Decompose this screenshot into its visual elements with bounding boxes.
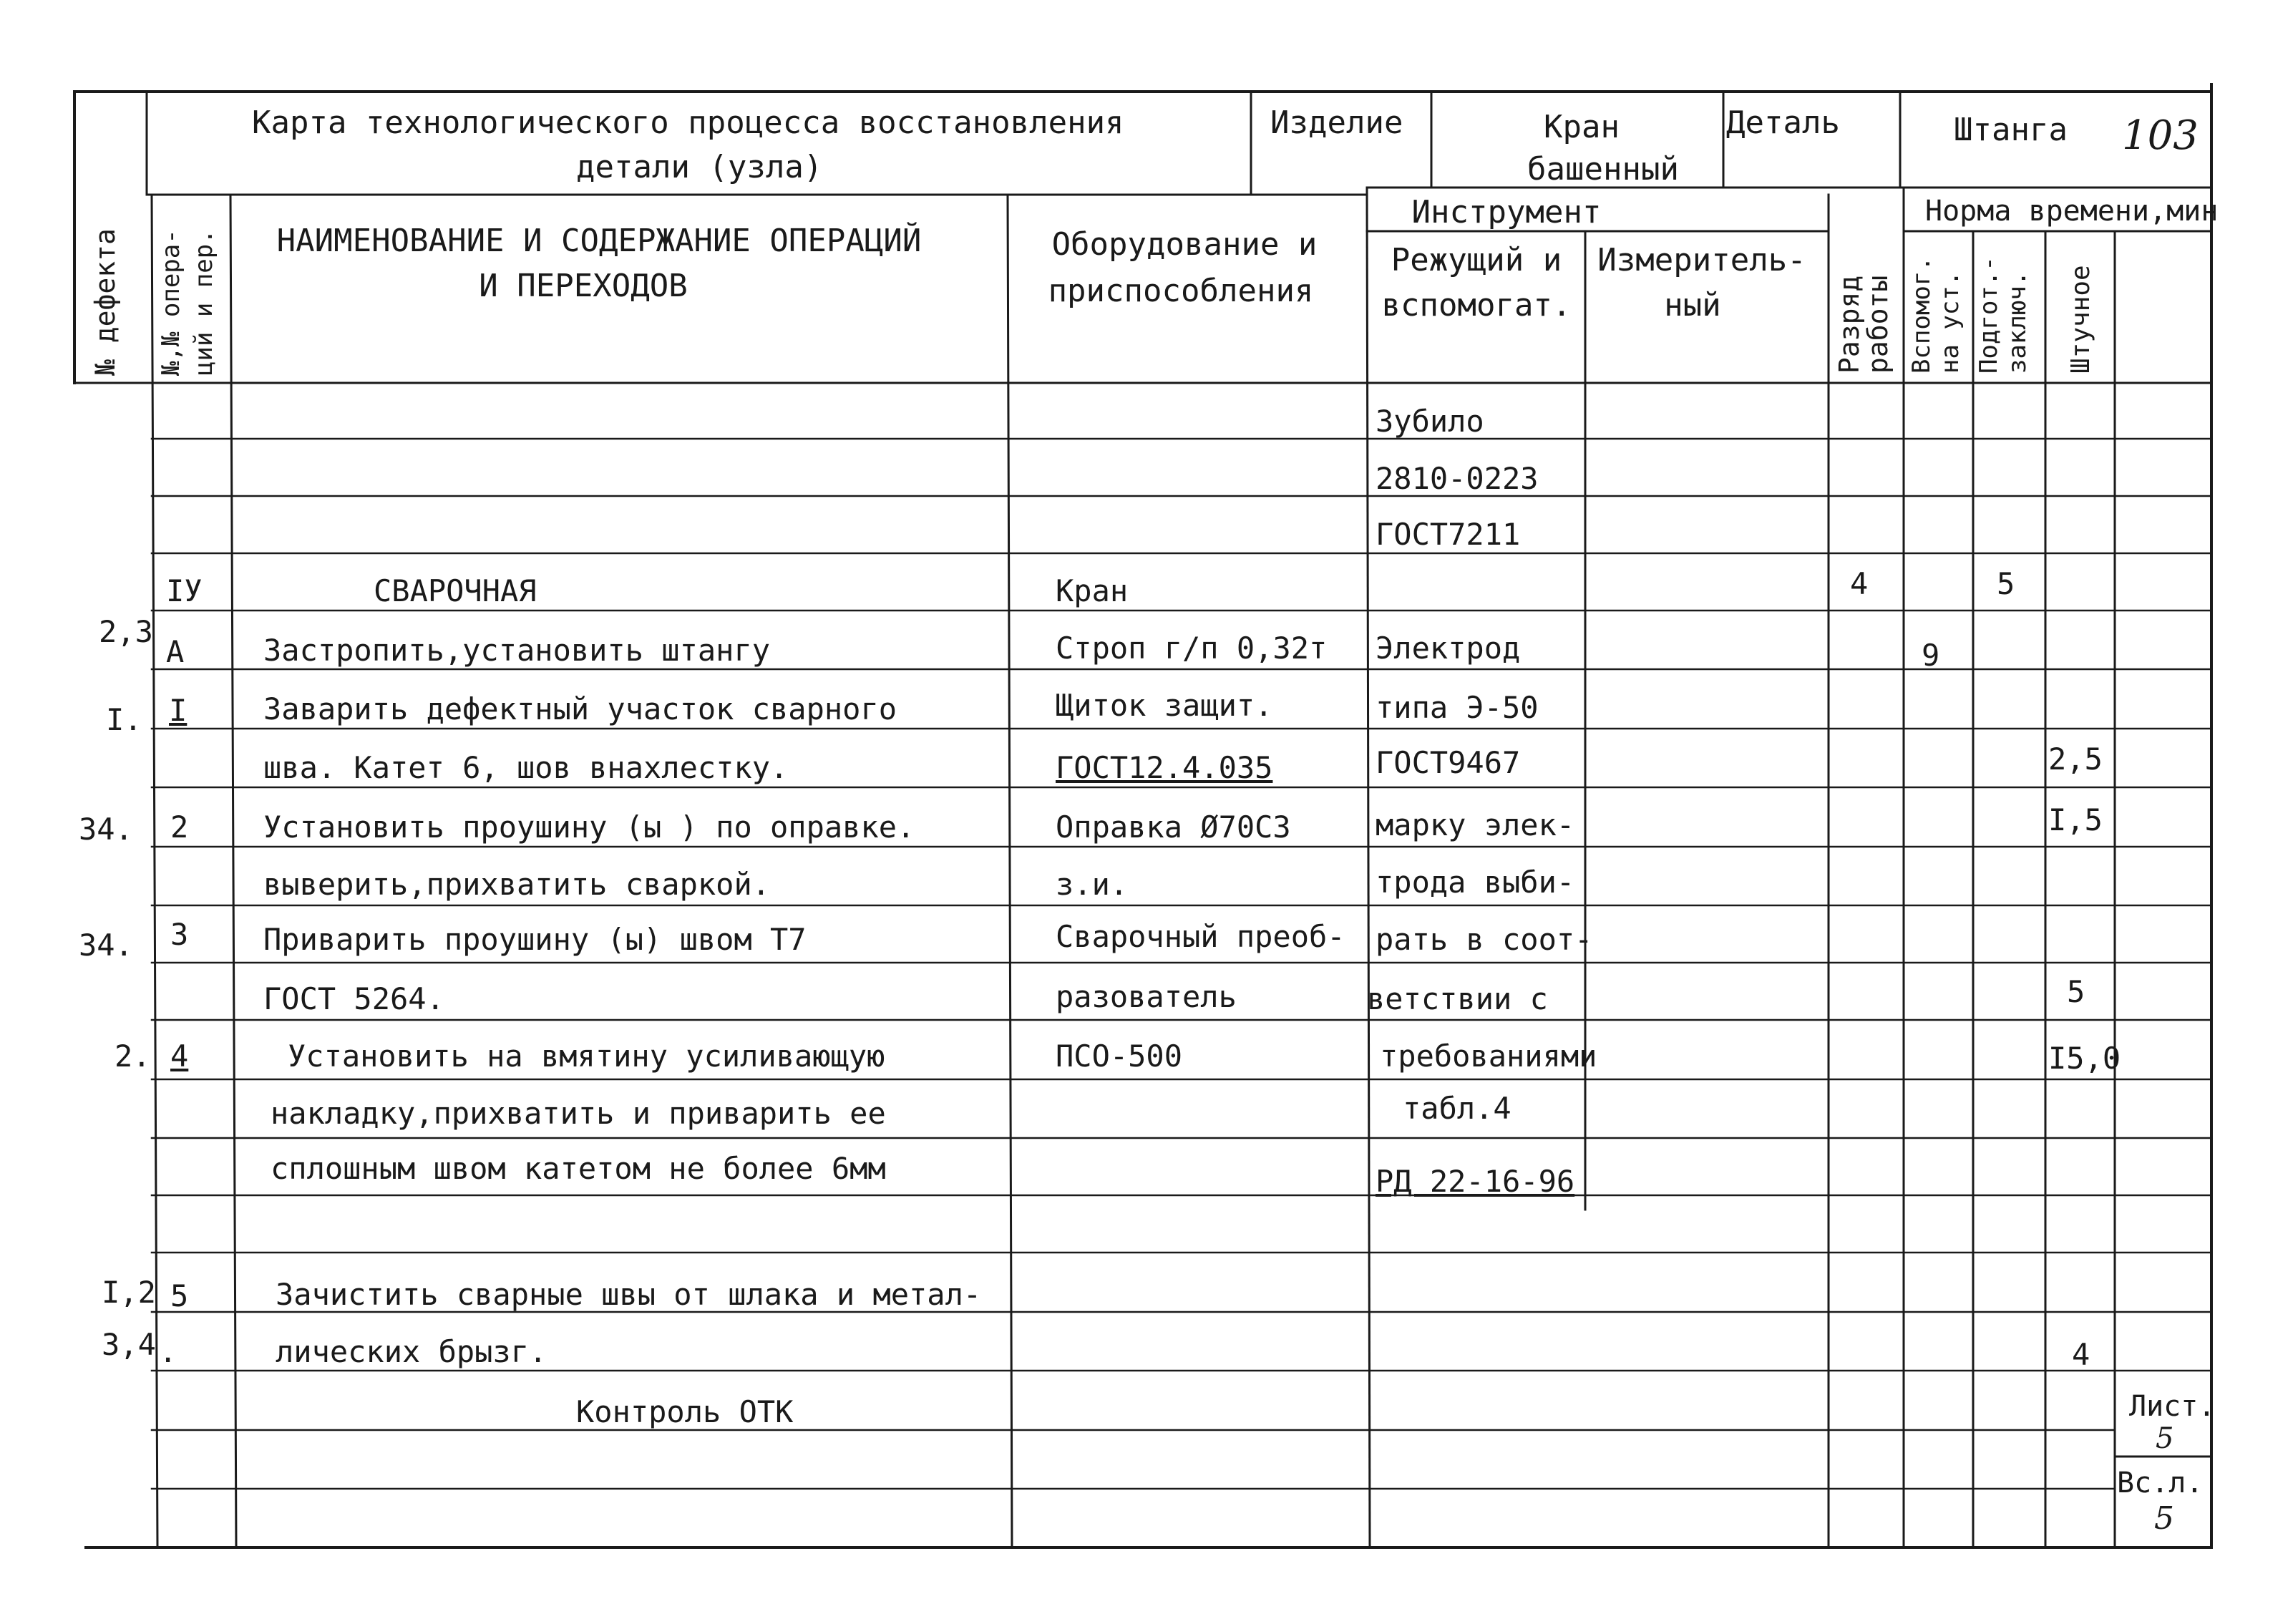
tool-cell: 2810-0223 (1376, 461, 1539, 496)
defect-number-header: № дефекта (89, 228, 121, 376)
part-label: Деталь (1726, 104, 1840, 141)
piece-time-cell: 2,5 (2048, 742, 2103, 777)
operation-number-cell: 2 (170, 809, 189, 845)
tool-cell: требованиями (1380, 1039, 1597, 1074)
part-value: Штанга (1954, 112, 2068, 148)
prep-time-cell: 5 (1997, 566, 2015, 601)
tool-cell: ветствии с (1367, 981, 1548, 1016)
piece-time-cell: I,5 (2048, 802, 2103, 837)
grade-cell: 4 (1850, 566, 1869, 601)
col-equip-left (1008, 195, 1012, 1547)
equipment-cell: Сварочный преоб- (1056, 919, 1345, 954)
operation-number-cell: 3 (170, 917, 189, 952)
sheet-label: Лист. (2129, 1390, 2216, 1423)
equipment-cell: ГОСТ12.4.035 (1056, 750, 1273, 785)
defect-cell: I. (106, 702, 142, 737)
operation-number-cell: 4 (170, 1039, 189, 1074)
equipment-cell: Оправка Ø70С3 (1056, 809, 1291, 845)
tool-cell: Зубило (1376, 404, 1484, 439)
grade-header-1: Разряд (1834, 275, 1865, 374)
tool-cell: Электрод (1376, 631, 1521, 666)
document-title-line-1: Карта технологического процесса восстановления (252, 104, 1124, 141)
document-title-line-2: детали (узла) (576, 149, 823, 185)
equipment-cell: з.и. (1056, 867, 1129, 902)
tool-cell: рать в соот- (1376, 922, 1593, 957)
operation-name-cell: Застропить,установить штангу (263, 633, 771, 668)
col-name-left (230, 195, 236, 1547)
aux-time-cell: 9 (1922, 638, 1940, 673)
defect-cell: 2. (115, 1039, 151, 1074)
defect-cell: 34. (79, 928, 133, 963)
piece-time-header: Штучное (2066, 265, 2095, 374)
defect-cell: I,2 (102, 1275, 156, 1310)
tool-cell: марку элек- (1376, 807, 1575, 842)
tool-cell: табл.4 (1403, 1091, 1511, 1126)
equipment-header-2: приспособления (1048, 273, 1314, 309)
operation-name-cell: накладку,прихватить и приварить ее (271, 1096, 886, 1131)
cutting-tool-header-1: Режущий и (1391, 242, 1562, 278)
operation-name-header-2: И ПЕРЕХОДОВ (479, 268, 688, 304)
operation-name-cell: выверить,прихватить сваркой. (263, 867, 771, 902)
time-norm-header: Норма времени,мин (1925, 195, 2219, 228)
product-value-line-2: башенный (1527, 151, 1679, 188)
equipment-cell: Кран (1056, 573, 1129, 608)
cutting-tool-header-2: вспомогат. (1381, 287, 1572, 324)
defect-cell: 2,3 (99, 614, 153, 649)
operation-name-cell: Контроль ОТК (576, 1394, 794, 1429)
piece-time-cell: 4 (2072, 1337, 2090, 1372)
prep-time-header-2: заключ. (2003, 271, 2032, 374)
operation-number-cell: А (166, 634, 185, 669)
operation-name-cell: Зачистить сварные швы от шлака и метал- (276, 1277, 982, 1312)
product-label: Изделие (1270, 104, 1403, 141)
operation-name-cell: Приварить проушину (ы) швом Т7 (263, 922, 807, 957)
tool-cell: трода выби- (1376, 865, 1575, 900)
tool-cell: ГОСТ7211 (1376, 517, 1521, 552)
operation-name-header-1: НАИМЕНОВАНИЕ И СОДЕРЖАНИЕ ОПЕРАЦИЙ (276, 223, 922, 259)
operation-number-header-1: №,№ опера- (157, 229, 185, 376)
col-tool-left (1367, 188, 1370, 1547)
operation-number-cell: 5 (170, 1278, 189, 1313)
total-sheets-label: Вс.л. (2117, 1467, 2204, 1499)
operation-name-cell: Установить на вмятину усиливающую (288, 1039, 885, 1074)
operation-number-header-2: ций и пер. (190, 229, 218, 376)
operation-name-cell: лических брызг. (276, 1334, 547, 1369)
equipment-cell: разователь (1056, 979, 1237, 1014)
aux-time-header-2: на уст. (1936, 271, 1965, 374)
grade-header-2: работы (1862, 275, 1894, 374)
operation-name-cell: сплошным швом катетом не более 6мм (271, 1151, 886, 1186)
operation-number-cell: I (169, 693, 188, 728)
measuring-tool-header-2: ный (1664, 287, 1721, 324)
operation-number-cell: . (159, 1334, 177, 1369)
equipment-cell: Щиток защит. (1056, 688, 1273, 723)
total-sheets-number: 5 (2154, 1500, 2174, 1537)
equipment-cell: ПСО-500 (1056, 1039, 1183, 1074)
equipment-header-1: Оборудование и (1051, 226, 1318, 263)
tool-cell: ГОСТ9467 (1376, 745, 1521, 780)
prep-time-header-1: Подгот.- (1975, 256, 2003, 374)
defect-cell: 34. (79, 812, 133, 847)
defect-cell: 3,4 (102, 1327, 156, 1362)
tool-group-header: Инструмент (1411, 194, 1602, 230)
operation-name-cell: шва. Катет 6, шов внахлестку. (263, 750, 789, 785)
measuring-tool-header-1: Измеритель- (1597, 242, 1806, 278)
tool-cell: РД 22-16-96 (1376, 1164, 1575, 1199)
operation-name-cell: ГОСТ 5264. (263, 981, 444, 1016)
tool-cell: типа Э-50 (1376, 690, 1539, 725)
piece-time-cell: I5,0 (2048, 1041, 2121, 1076)
operation-name-cell: Заварить дефектный участок сварного (263, 691, 897, 726)
operation-number-cell: IУ (166, 573, 203, 608)
page-mark: 103 (2122, 112, 2199, 159)
operation-name-cell: Установить проушину (ы ) по оправке. (263, 809, 915, 845)
operation-name-cell: СВАРОЧНАЯ (374, 573, 537, 608)
equipment-cell: Строп г/п 0,32т (1056, 631, 1328, 666)
aux-time-header-1: Вспомог. (1907, 256, 1936, 374)
piece-time-cell: 5 (2067, 974, 2085, 1009)
sheet-number: 5 (2156, 1422, 2174, 1455)
product-value-line-1: Кран (1544, 109, 1620, 145)
